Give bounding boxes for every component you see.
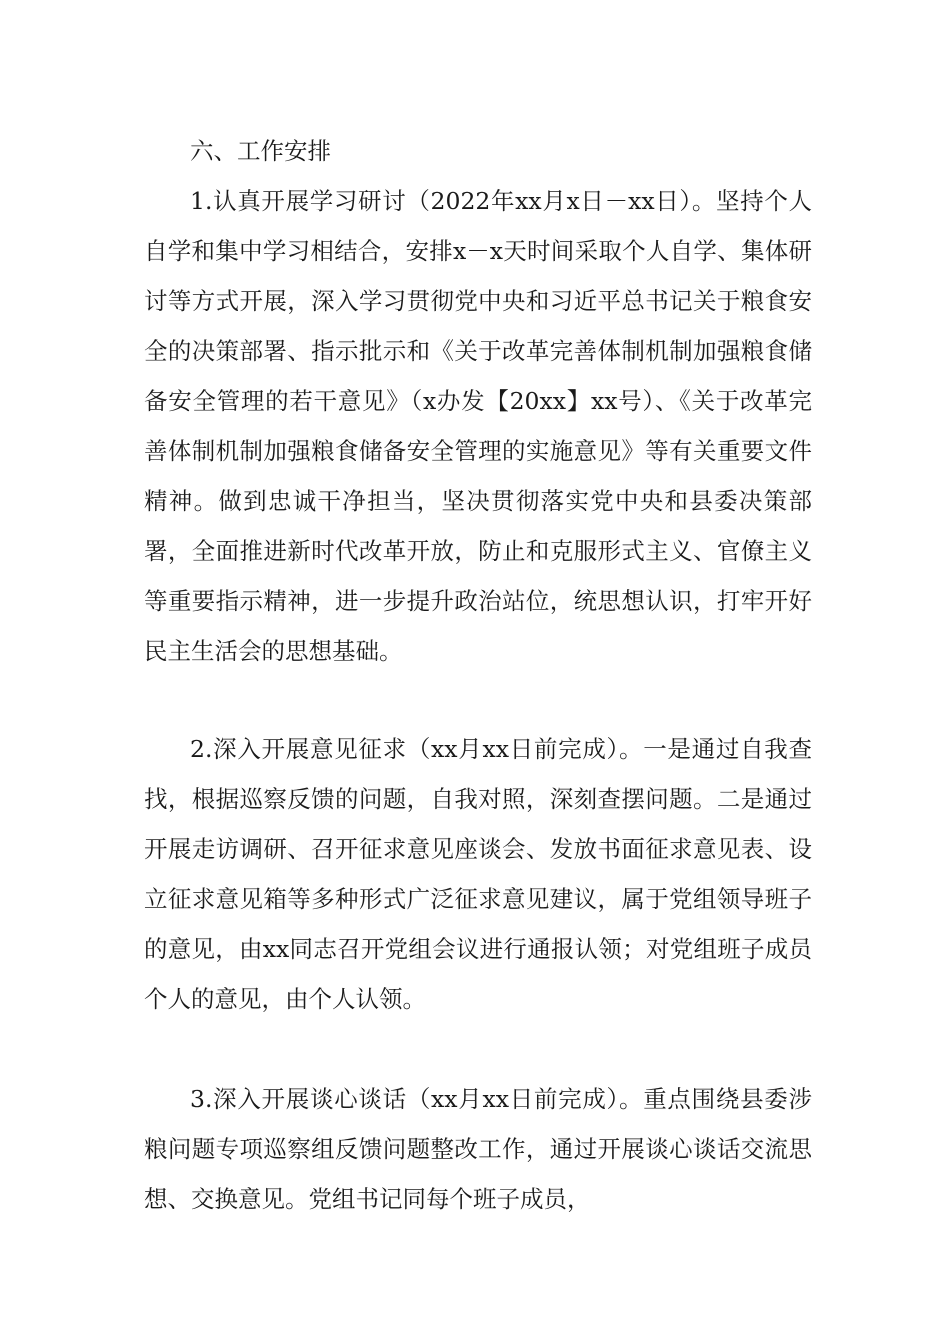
paragraph-study-discussion: 1.认真开展学习研讨（2022年xx月x日－xx日）。坚持个人自学和集中学习相结合，安排x－x天时间采取个人自学、集体研讨等方式开展，深入学习贯彻党中央和习近平总书记关于粮食安全的决策部署、指示批示和《关于改革完善体制机制加强粮食储备安全管理的若干意见》（x办发【20xx】xx号）、《关于改革完善体制机制加强粮食储备安全管理的实施意见》等有关重要文件精神。做到忠诚干净担当，坚决贯彻落实党中央和县委决策部署，全面推进新时代改革开放，防止和克服形式主义、官僚主义等重要指示精神，进一步提升政治站位，统思想认识，打牢开好民主生活会的思想基础。 <box>144 187 812 665</box>
paragraph-opinion-solicitation: 2.深入开展意见征求（xx月xx日前完成）。一是通过自我查找，根据巡察反馈的问题，自我对照，深刻查摆问题。二是通过开展走访调研、召开征求意见座谈会、发放书面征求意见表、设立征求意见箱等多种形式广泛征求意见建议，属于党组领导班子的意见，由xx同志召开党组会议进行通报认领；对党组班子成员个人的意见，由个人认领。 <box>144 735 812 1013</box>
section-heading: 六、工作安排 <box>190 137 331 165</box>
paragraph-heart-to-heart-talks: 3.深入开展谈心谈话（xx月xx日前完成）。重点围绕县委涉粮问题专项巡察组反馈问题整改工作，通过开展谈心谈话交流思想、交换意见。党组书记同每个班子成员， <box>144 1085 812 1213</box>
